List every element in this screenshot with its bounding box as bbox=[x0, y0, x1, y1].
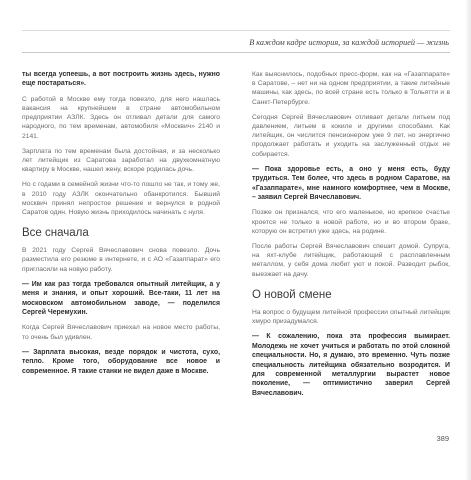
quote: — Им как раз тогда требовался опытный литейщик, а у меня и знания, и опыт хороший. Все-таки, 11 лет на московском автомобильном заводе, — поделился Сергей Черемухин. bbox=[22, 280, 220, 317]
paragraph: Зарплата по тем временам была достойная, и за несколько лет литейщик из Саратова заработал на двухкомнатную квартиру в Москве, нашел жену, вскоре родилась дочь. bbox=[22, 147, 220, 174]
paragraph: Сегодня Сергей Вячеславович отливает детали литьем под давлением, литьем в кокиле и другими способами. Как литейщик, он числится пенсионером уже 9 лет, но энергично продолжает работать и уходить на заслуженный отдых не собирается. bbox=[252, 113, 450, 158]
running-head: В каждом кадре история, за каждой историей — жизнь bbox=[249, 38, 449, 47]
paragraph: Когда Сергей Вячеславович приехал на новое место работы, то очень был удивлен. bbox=[22, 324, 220, 341]
paragraph: После работы Сергей Вячеславович спешит домой. Супруга, на яхт-клубе литейщик, работающий с расплавленным металлом, у себя дома любит уют и покой. Разводит рыбок, выезжает на дачу. bbox=[252, 243, 450, 278]
quote: — К сожалению, пока эта профессия вымирает. Молодежь не хочет учиться и работать по этой сложной специальности. Но, я думаю, это временно. Чуть позже специальность литейщика обязательно возродится. И для современной металлургии вырастет новое поколение, — оптимистично заверил Сергей Вячеславович. bbox=[252, 333, 450, 397]
section-heading: О новой смене bbox=[252, 288, 332, 301]
paragraph: Как выяснилось, подобных пресс-форм, как на «Газаппарате» в Саратове, – нет ни на одном предприятии, а такие литейные машины, как здесь, по всей стране есть только в Тольятти и в Санкт-Петербурге. bbox=[252, 71, 450, 106]
paragraph: Но с годами в семейной жизни что-то пошло не так, и тому же, в 2010 году АЗЛК окончательно обанкротился. Бывший москвич принял непростое решение и вернулся в родной Саратов один. Новую жизнь приходилось начинать с нуля. bbox=[22, 181, 220, 217]
page-spine-shadow bbox=[465, 0, 471, 480]
paragraph: ты всегда успеешь, а вот построить жизнь здесь, нужно еще постараться». bbox=[22, 71, 220, 88]
top-rule bbox=[22, 30, 450, 31]
quote: — Пока здоровье есть, а оно у меня есть, буду трудиться. Тем более, что здесь в родном Саратове, на «Газаппарате», мне намного комфортнее, чем в Москве, – заявил Сергей Вячеславович. bbox=[252, 165, 450, 202]
paragraph: На вопрос о будущем литейной профессии опытный литейщик хмуро призадумался. bbox=[252, 308, 450, 326]
paragraph: В 2021 году Сергей Вячеславович снова повезло. Дочь разместила его резюме в интернете, и с АО «Газаппарат» его пригласили на новую работу. bbox=[22, 247, 220, 273]
left-column bbox=[22, 70, 220, 376]
paragraph: Позже он признался, что его маленькое, но крепкое счастье кроется не только в новой работе, но и во втором браке, которую он встретил уже здесь, на родине. bbox=[252, 209, 450, 235]
section-heading: Все сначала bbox=[22, 227, 89, 240]
right-column bbox=[252, 70, 450, 398]
quote: — Зарплата высокая, везде порядок и чистота, сухо, тепло. Кроме того, оборудование все новое и современное. Я такие станки не видел даже в Москве. bbox=[22, 348, 220, 375]
page-number: 389 bbox=[436, 434, 449, 443]
paragraph: С работой в Москве ему тогда повезло, для него нашлась вакансия на крупнейшем в стране автомобильном предприятии АЗЛК. Здесь он отливал детали для самого народного, по тем временам, автомобиля «Москвич» 2140 и 2141. bbox=[22, 95, 220, 140]
